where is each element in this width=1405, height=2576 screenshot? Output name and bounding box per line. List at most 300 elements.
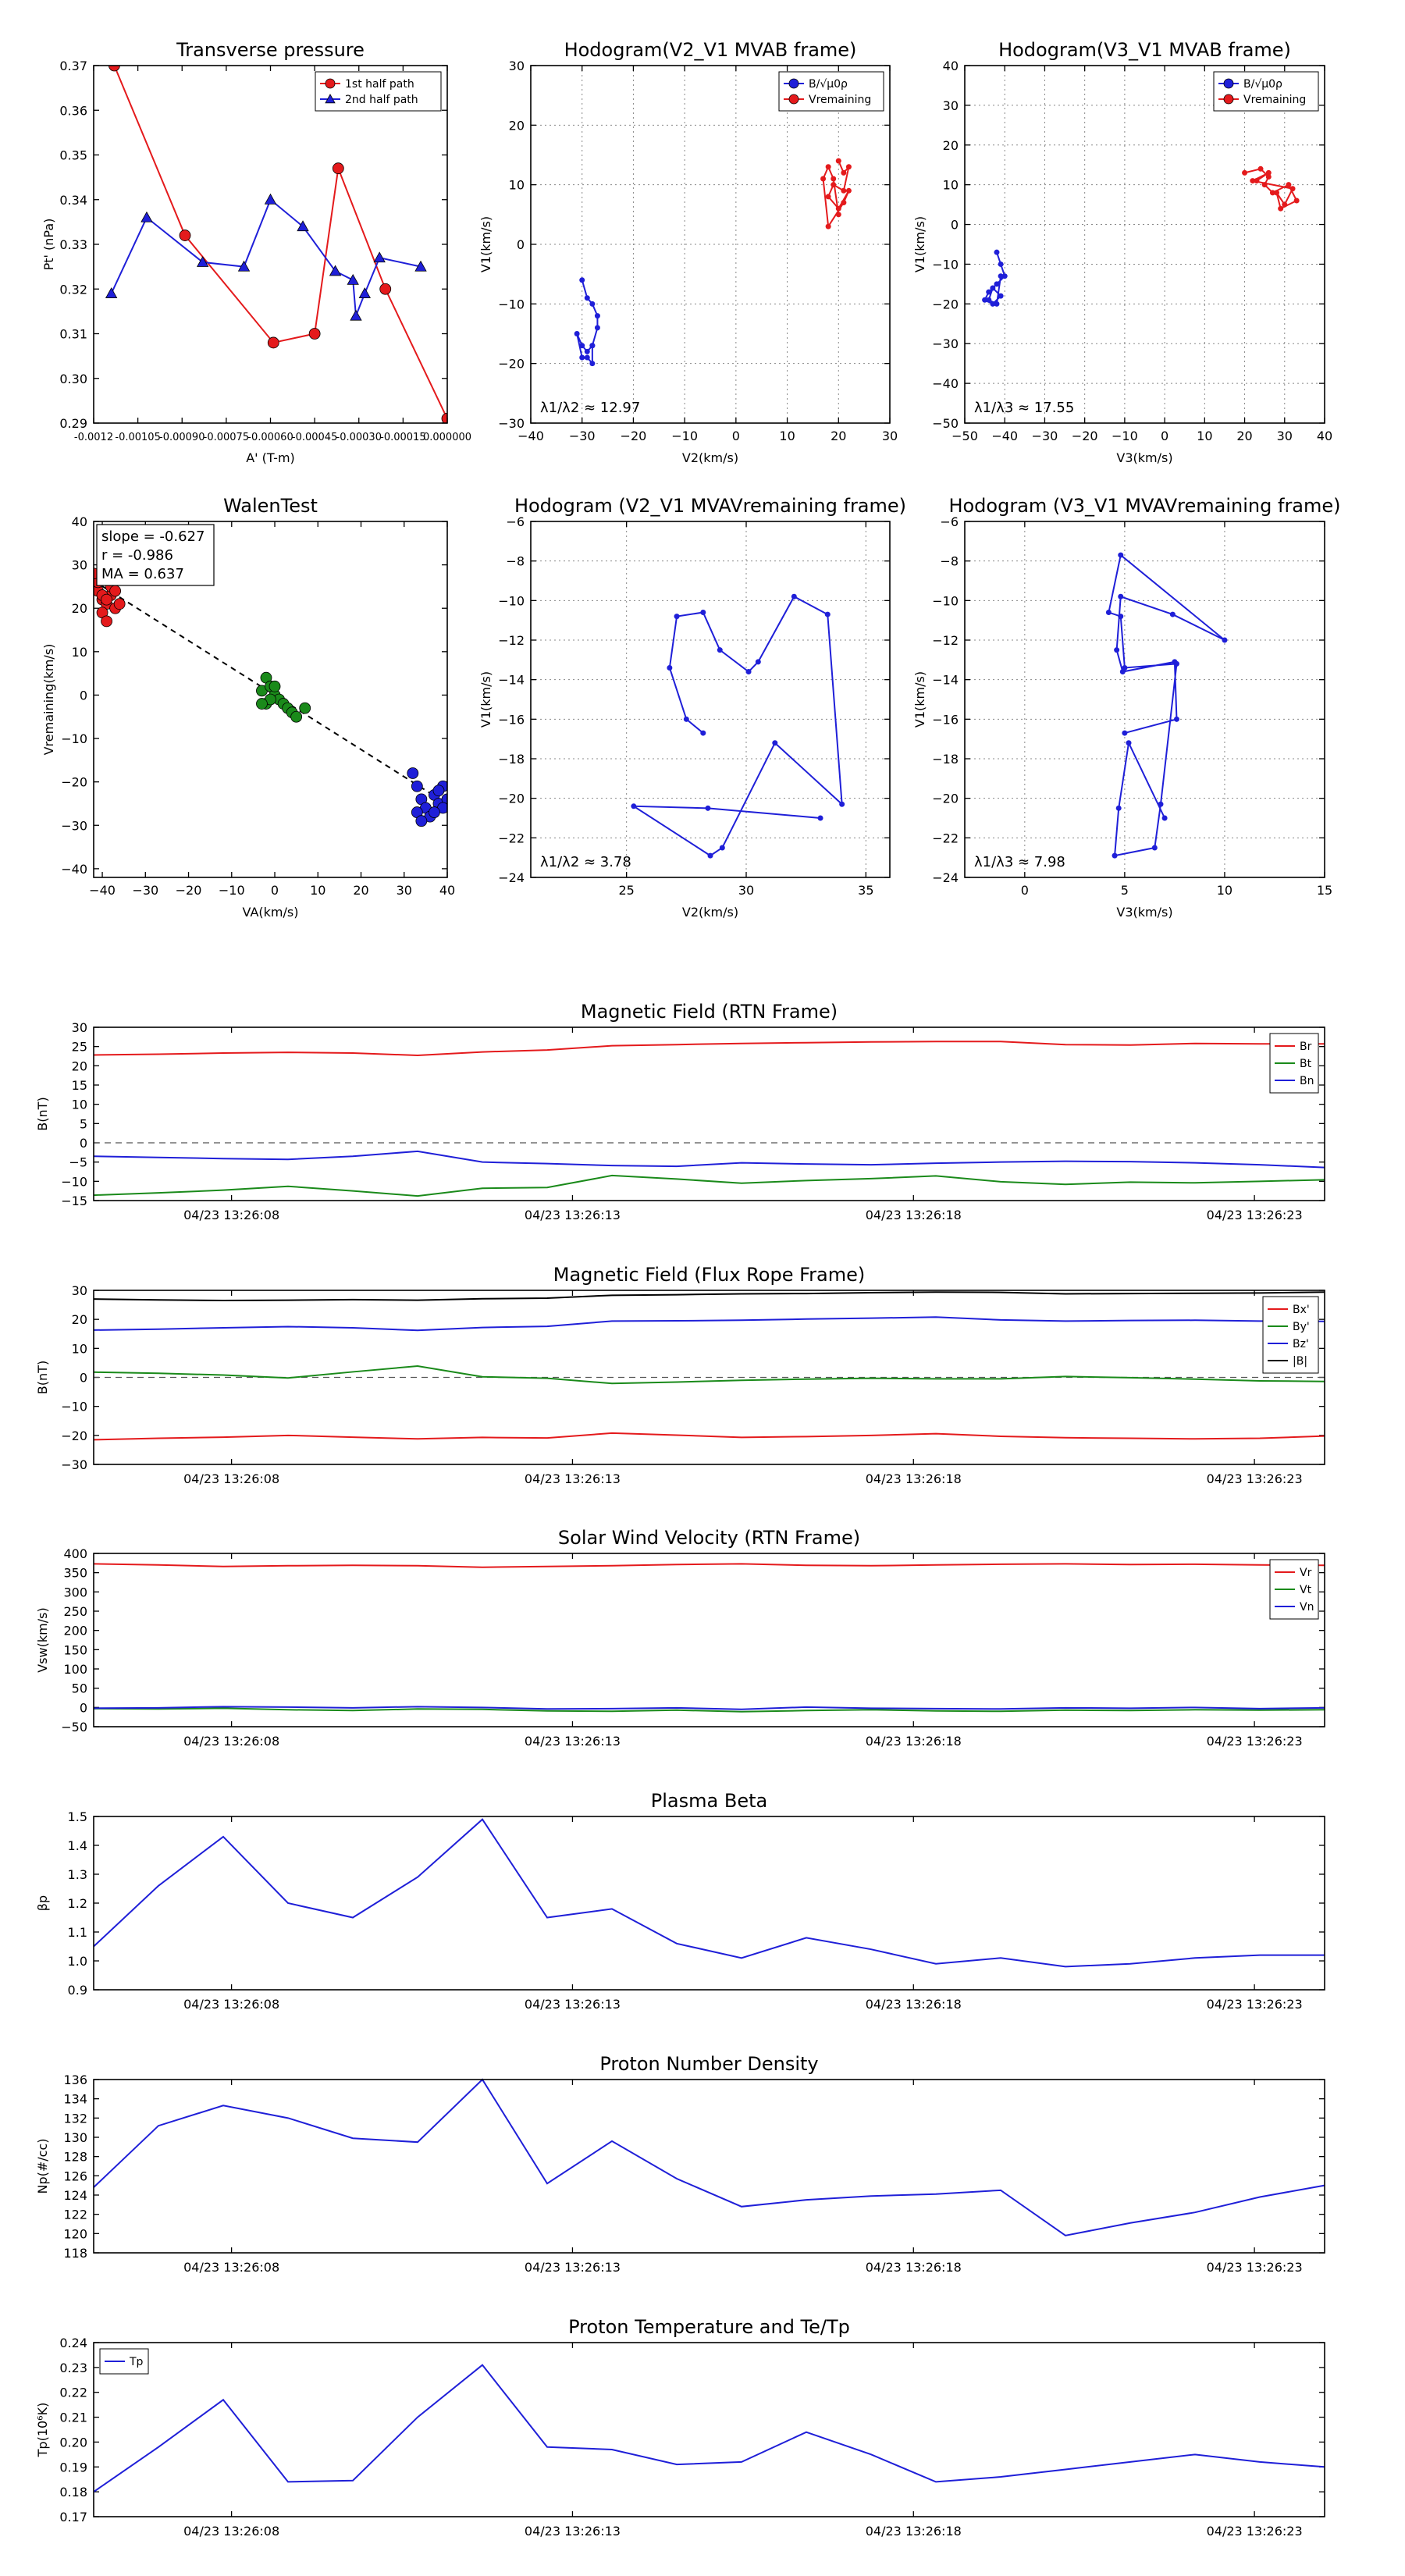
y-tick-label: 0.23 [59, 2360, 87, 2375]
data-point [708, 853, 713, 859]
y-tick-label: −8 [940, 553, 959, 569]
y-tick-label: 10 [71, 644, 87, 660]
timeseries-magnetic-field-flux-rope [35, 1264, 1325, 1486]
y-tick-label: 0.31 [59, 326, 87, 342]
x-tick-label: 04/23 13:26:18 [865, 1734, 962, 1749]
y-tick-label: −16 [498, 712, 525, 728]
y-tick-label: −30 [498, 416, 525, 431]
x-tick-label: 04/23 13:26:18 [865, 1208, 962, 1222]
y-tick-label: 0.18 [59, 2485, 87, 2500]
y-tick-label: −20 [498, 356, 525, 372]
x-tick-label: −30 [132, 883, 159, 898]
data-point [269, 681, 280, 692]
data-point [300, 703, 311, 713]
y-tick-label: −20 [932, 297, 959, 312]
x-tick-label: 20 [831, 429, 847, 443]
legend-box [1263, 1297, 1318, 1373]
y-axis-label: Pt' (nPa) [41, 218, 56, 271]
x-tick-label: 04/23 13:26:08 [183, 1734, 280, 1749]
data-point [826, 224, 831, 229]
y-tick-label: −40 [61, 861, 87, 877]
x-tick-label: −30 [1031, 429, 1058, 443]
legend-label: B/√μ0ρ [809, 78, 848, 91]
y-tick-label: 300 [63, 1585, 87, 1600]
y-tick-label: 0 [950, 217, 959, 233]
x-tick-label: −40 [991, 429, 1019, 443]
y-tick-label: −8 [506, 553, 525, 569]
y-tick-label: −10 [498, 593, 525, 609]
panel-hodogram-v2-v1-mvab-legend [779, 72, 884, 111]
panel-hodogram-v2-v1-mvav [478, 495, 906, 920]
y-tick-label: 0.29 [59, 416, 87, 431]
x-tick-label: −10 [218, 883, 245, 898]
series-line [634, 596, 842, 856]
x-tick-label: -0.00060 [247, 432, 293, 443]
data-point [1242, 170, 1247, 176]
panel-title: Proton Number Density [599, 2053, 819, 2075]
x-tick-label: 35 [858, 883, 874, 898]
x-tick-label: −20 [1071, 429, 1098, 443]
x-tick-label: 5 [1120, 883, 1129, 898]
x-tick-label: -0.00075 [203, 432, 250, 443]
y-tick-label: 124 [63, 2188, 87, 2203]
y-tick-label: 100 [63, 1662, 87, 1677]
y-tick-label: 130 [63, 2130, 87, 2145]
data-point [1126, 740, 1132, 745]
panel-hodogram-v3-v1-mvab-legend [1214, 72, 1318, 111]
x-tick-label: 04/23 13:26:13 [524, 2524, 621, 2539]
data-point [836, 212, 841, 217]
plot-frame [94, 2343, 1325, 2517]
y-tick-label: −10 [61, 731, 87, 747]
x-tick-label: 04/23 13:26:18 [865, 1471, 962, 1486]
series-Bx-line [94, 1433, 1325, 1440]
data-point [291, 711, 302, 722]
y-tick-label: −10 [498, 297, 525, 312]
y-tick-label: −12 [498, 633, 525, 648]
data-point [589, 343, 595, 348]
data-point [990, 285, 995, 290]
timeseries-plasma-beta [35, 1790, 1325, 2012]
data-point [574, 331, 580, 336]
data-point [826, 164, 831, 169]
series-1st-half-path [108, 60, 453, 424]
y-axis-label: Vremaining(km/s) [41, 643, 56, 756]
data-point [1294, 198, 1300, 204]
data-point [1266, 170, 1272, 176]
data-point [841, 200, 846, 205]
legend-label: Vr [1300, 1567, 1312, 1579]
data-point [1174, 717, 1179, 722]
x-tick-label: −40 [89, 883, 116, 898]
data-point [1118, 594, 1123, 600]
x-tick-label: −10 [671, 429, 699, 443]
x-tick-label: 04/23 13:26:18 [865, 2260, 962, 2275]
x-tick-label: 30 [881, 429, 898, 443]
y-tick-label: 0 [79, 1700, 87, 1716]
y-tick-label: 0.32 [59, 282, 87, 297]
data-point [416, 816, 427, 827]
legend-label: |B| [1293, 1355, 1308, 1368]
y-tick-label: 0.36 [59, 103, 87, 119]
data-point [667, 665, 672, 671]
data-point [350, 311, 361, 321]
x-tick-label: 0.000000 [422, 432, 472, 443]
series-Br-line [94, 1041, 1325, 1055]
series-line [114, 66, 447, 418]
data-point [1290, 186, 1296, 191]
legend-label: By' [1293, 1321, 1310, 1333]
data-point [589, 361, 595, 366]
data-point [407, 768, 418, 779]
legend-label: Br [1300, 1041, 1312, 1053]
x-axis-label: A' (T-m) [246, 450, 295, 465]
x-tick-label: −20 [620, 429, 647, 443]
legend-label: 1st half path [345, 78, 414, 91]
panel-title: Hodogram(V3_V1 MVAB frame) [998, 39, 1291, 61]
series-By-line [94, 1366, 1325, 1383]
y-tick-label: 0 [79, 1136, 87, 1151]
y-tick-label: 150 [63, 1642, 87, 1658]
x-tick-label: 04/23 13:26:23 [1206, 1734, 1303, 1749]
data-point [700, 731, 706, 736]
data-point [309, 329, 320, 340]
x-axis-label: V3(km/s) [1116, 450, 1173, 465]
series-2nd-half-path [106, 194, 426, 320]
timeseries-magnetic-field-flux-rope-legend [1263, 1297, 1318, 1373]
plot-area [982, 166, 1300, 307]
data-point [585, 349, 590, 354]
data-point [986, 290, 991, 295]
plot-frame [94, 1027, 1325, 1201]
legend-marker [325, 79, 335, 88]
data-point [836, 158, 841, 164]
series-Np-line [94, 2080, 1325, 2236]
data-point [256, 699, 267, 710]
x-tick-label: −30 [568, 429, 596, 443]
legend-label: Tp [130, 2356, 144, 2368]
data-point [1174, 661, 1179, 667]
x-axis-label: V3(km/s) [1116, 905, 1173, 920]
series-b-0- [574, 277, 600, 366]
data-point [772, 740, 777, 745]
y-tick-label: 132 [63, 2111, 87, 2126]
y-tick-label: −6 [940, 514, 959, 529]
series-blue [407, 768, 453, 827]
data-point [180, 230, 190, 241]
data-point [579, 277, 585, 283]
panel-title: WalenTest [223, 495, 318, 517]
y-axis-label: Tp(10⁶K) [35, 2402, 50, 2457]
legend-marker [789, 94, 799, 104]
y-axis-label: V1(km/s) [912, 215, 927, 273]
x-tick-label: 40 [439, 883, 456, 898]
data-point [1258, 166, 1264, 172]
y-tick-label: 25 [71, 1039, 87, 1055]
y-tick-label: −10 [61, 1174, 87, 1190]
series-line [1245, 169, 1297, 208]
data-point [1116, 806, 1122, 811]
series-hodogram [631, 594, 845, 859]
data-point [101, 594, 112, 605]
y-tick-label: 30 [71, 1283, 87, 1298]
data-point [831, 182, 836, 187]
x-tick-label: 04/23 13:26:23 [1206, 1471, 1303, 1486]
data-point [746, 669, 752, 674]
data-point [114, 599, 125, 610]
y-tick-label: −14 [932, 672, 959, 688]
series-vremaining [820, 158, 852, 229]
data-point [1158, 802, 1163, 807]
data-point [756, 659, 761, 664]
data-point [595, 313, 600, 318]
y-tick-label: −12 [932, 633, 959, 648]
x-tick-label: 10 [310, 883, 326, 898]
y-tick-label: 0 [79, 1370, 87, 1386]
x-tick-label: 04/23 13:26:13 [524, 1734, 621, 1749]
x-tick-label: -0.00045 [291, 432, 338, 443]
data-point [846, 164, 852, 169]
panel-hodogram-v3-v1-mvab [912, 39, 1332, 465]
data-point [994, 301, 999, 307]
data-point [820, 176, 826, 182]
y-axis-label: V1(km/s) [912, 671, 927, 728]
y-axis-label: Np(#/cc) [35, 2138, 50, 2194]
x-axis-label: V2(km/s) [681, 450, 739, 465]
data-point [998, 273, 1004, 279]
y-tick-label: 0.21 [59, 2410, 87, 2425]
data-point [265, 194, 276, 205]
data-point [986, 297, 991, 303]
x-tick-label: -0.00105 [115, 432, 161, 443]
y-tick-label: 0.22 [59, 2385, 87, 2400]
x-tick-label: 20 [353, 883, 369, 898]
timeseries-proton-temperature [35, 2316, 1325, 2539]
y-tick-label: −20 [498, 791, 525, 806]
stats-line: r = -0.986 [101, 547, 173, 564]
x-tick-label: -0.0012 [73, 432, 114, 443]
x-tick-label: 04/23 13:26:18 [865, 2524, 962, 2539]
series-b-0- [982, 250, 1008, 307]
data-point [825, 612, 831, 617]
y-tick-label: 122 [63, 2207, 87, 2222]
y-tick-label: 134 [63, 2091, 87, 2107]
data-point [705, 806, 710, 811]
y-tick-label: −14 [498, 672, 525, 688]
y-tick-label: 0.17 [59, 2510, 87, 2524]
data-point [839, 802, 845, 807]
y-tick-label: 0.24 [59, 2336, 87, 2350]
data-point [994, 281, 999, 286]
data-point [720, 845, 725, 851]
data-point [1152, 845, 1158, 851]
panel-title: Magnetic Field (Flux Rope Frame) [553, 1264, 866, 1286]
plot-frame [94, 1816, 1325, 1990]
data-point [595, 325, 600, 330]
y-tick-label: 0.19 [59, 2460, 87, 2475]
data-point [1170, 612, 1176, 617]
y-tick-label: 20 [942, 137, 959, 153]
panel-transverse-pressure-legend [315, 72, 441, 111]
panel-hodogram-v2-v1-mvab [478, 39, 898, 465]
legend-label: Bn [1300, 1075, 1314, 1087]
data-point [818, 816, 823, 821]
stats-line: MA = 0.637 [101, 566, 184, 582]
y-tick-label: 128 [63, 2149, 87, 2165]
legend-label: 2nd half path [345, 94, 418, 106]
data-point [717, 647, 723, 653]
plot-frame [531, 521, 890, 877]
legend-marker [789, 79, 799, 88]
data-point [579, 355, 585, 361]
y-tick-label: −6 [506, 514, 525, 529]
y-tick-label: −16 [932, 712, 959, 728]
series-Bt-line [94, 1176, 1325, 1196]
y-tick-label: −24 [932, 870, 959, 885]
plot-area [1106, 553, 1228, 859]
timeseries-magnetic-field-rtn [35, 1001, 1325, 1222]
x-tick-label: 10 [1216, 883, 1233, 898]
x-tick-label: 04/23 13:26:23 [1206, 1208, 1303, 1222]
legend-label: Vn [1300, 1601, 1314, 1614]
timeseries-solar-wind-velocity-legend [1270, 1560, 1318, 1619]
y-tick-label: −50 [932, 416, 959, 431]
y-tick-label: 0.35 [59, 148, 87, 163]
stats-box [97, 525, 214, 585]
legend-label: Bz' [1293, 1338, 1309, 1350]
data-point [585, 355, 590, 361]
x-tick-label: 04/23 13:26:23 [1206, 2524, 1303, 2539]
panel-title: Transverse pressure [176, 39, 365, 61]
y-tick-label: −15 [61, 1194, 87, 1208]
y-tick-label: 250 [63, 1604, 87, 1619]
data-point [101, 616, 112, 627]
data-point [684, 717, 689, 722]
x-tick-label: -0.00015 [380, 432, 426, 443]
data-point [1106, 610, 1112, 615]
y-tick-label: −30 [932, 336, 959, 352]
x-tick-label: 04/23 13:26:13 [524, 1471, 621, 1486]
data-point [579, 343, 585, 348]
x-axis-label: V2(km/s) [681, 905, 739, 920]
y-tick-label: 120 [63, 2226, 87, 2242]
y-axis-label: Vsw(km/s) [35, 1607, 50, 1673]
y-tick-label: 1.3 [67, 1867, 87, 1882]
y-tick-label: −10 [932, 593, 959, 609]
x-tick-label: 0 [1161, 429, 1169, 443]
series-p-line [94, 1820, 1325, 1967]
y-tick-label: 20 [508, 118, 525, 133]
plot-frame [94, 2080, 1325, 2253]
data-point [106, 288, 117, 298]
x-tick-label: 04/23 13:26:18 [865, 1997, 962, 2012]
data-point [1274, 190, 1279, 195]
timeseries-proton-number-density [35, 2053, 1325, 2275]
x-tick-label: 04/23 13:26:08 [183, 2524, 280, 2539]
y-tick-label: 20 [71, 1312, 87, 1328]
y-tick-label: 50 [71, 1681, 87, 1696]
y-tick-label: 0.20 [59, 2435, 87, 2450]
data-point [1118, 614, 1123, 619]
y-tick-label: 10 [942, 177, 959, 193]
series-Bz-line [94, 1317, 1325, 1330]
x-tick-label: 04/23 13:26:23 [1206, 2260, 1303, 2275]
data-point [433, 785, 444, 796]
y-tick-label: 1.5 [67, 1809, 87, 1824]
x-tick-label: 20 [1236, 429, 1253, 443]
data-point [998, 294, 1004, 299]
x-tick-label: −10 [1112, 429, 1138, 443]
data-point [994, 250, 999, 255]
y-tick-label: 40 [71, 514, 87, 529]
data-point [1222, 638, 1227, 643]
data-point [841, 170, 846, 176]
plot-frame [965, 66, 1325, 423]
y-tick-label: 0.30 [59, 371, 87, 386]
data-point [1122, 665, 1127, 671]
x-tick-label: 04/23 13:26:13 [524, 2260, 621, 2275]
data-point [1278, 206, 1283, 212]
legend-label: Vt [1300, 1584, 1312, 1596]
data-point [268, 337, 279, 348]
data-point [374, 252, 385, 262]
x-tick-label: 10 [1197, 429, 1213, 443]
data-point [359, 288, 370, 298]
y-tick-label: 5 [79, 1116, 87, 1132]
x-tick-label: 10 [779, 429, 795, 443]
data-point [110, 585, 121, 596]
y-tick-label: 0 [516, 237, 525, 252]
data-point [1114, 647, 1119, 653]
y-tick-label: 400 [63, 1546, 87, 1561]
y-tick-label: −10 [61, 1399, 87, 1414]
series-B-line [94, 1292, 1325, 1300]
panel-title: Hodogram (V3_V1 MVAVremaining frame) [948, 495, 1341, 517]
series-Bn-line [94, 1151, 1325, 1168]
data-point [411, 781, 422, 792]
data-point [831, 176, 836, 182]
annotation-text: λ1/λ3 ≈ 17.55 [974, 400, 1075, 416]
panel-hodogram-v3-v1-mvav [912, 495, 1341, 920]
y-tick-label: −30 [61, 818, 87, 834]
y-tick-label: 1.1 [67, 1925, 87, 1940]
y-tick-label: 136 [63, 2073, 87, 2087]
y-tick-label: 0.9 [67, 1983, 87, 1998]
y-tick-label: 20 [71, 601, 87, 617]
y-tick-label: −30 [61, 1457, 87, 1472]
y-tick-label: −24 [498, 870, 525, 885]
data-point [585, 295, 590, 301]
data-point [1112, 853, 1118, 859]
y-tick-label: 0.37 [59, 59, 87, 73]
y-tick-label: 1.4 [67, 1838, 87, 1853]
annotation-text: λ1/λ2 ≈ 3.78 [540, 854, 631, 870]
plot-area [88, 568, 453, 827]
y-axis-label: V1(km/s) [478, 671, 493, 728]
legend-label: Vremaining [809, 94, 872, 106]
data-point [1162, 816, 1168, 821]
y-tick-label: −18 [498, 752, 525, 767]
y-axis-label: βp [35, 1895, 50, 1912]
plot-area [106, 60, 453, 424]
y-tick-label: −20 [61, 774, 87, 790]
series-line [112, 200, 421, 316]
data-point [1286, 182, 1291, 187]
y-tick-label: −10 [932, 257, 959, 272]
data-point [1262, 182, 1268, 187]
data-point [429, 807, 439, 818]
y-tick-label: 1.0 [67, 1954, 87, 1969]
